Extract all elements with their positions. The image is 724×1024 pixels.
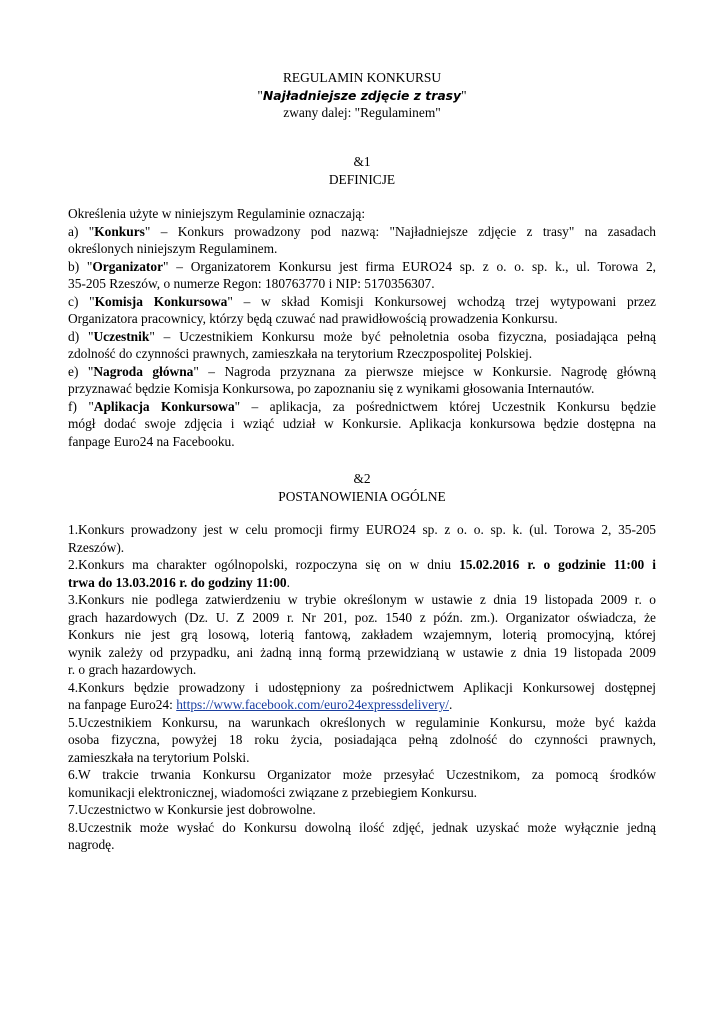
rule-3-line4: wynik zależy od przypadku, ani żadną inną formą przewidzianą w ustawie z dnia 19 listopada 2009 — [68, 644, 656, 660]
section1-header — [0, 153, 724, 188]
rule-5-line3: zamieszkała na terytorium Polski. — [68, 749, 250, 765]
rule-3-line2: grach hazardowych (Dz. U. Z 2009 r. Nr 201, poz. 1540 z późn. zm.). Organizator oświadcza, że — [68, 609, 656, 625]
document-alias: zwany dalej: "Regulaminem" — [283, 105, 441, 120]
rule-3-line3: Konkurs nie jest grą losową, loterią fantową, zakładem wzajemnym, loterią promocyjną, której — [68, 627, 656, 642]
section2-header — [0, 470, 724, 505]
definition-d-line1: d) "Uczestnik" – Uczestnikiem Konkursu może być pełnoletnia osoba fizyczna, posiadająca pełną — [68, 328, 656, 344]
definition-f-line2: mógł dodać swoje zdjęcia i wziąć udział w Konkursie. Aplikacja konkursowa będzie dostępna na — [68, 416, 656, 431]
rule-3-line1: 3.Konkurs nie podlega zatwierdzeniu w trybie określonym w ustawie z dnia 19 listopada 2009 r. o — [68, 592, 656, 607]
section2-body — [68, 521, 656, 854]
rule-5-line2: osoba fizyczna, powyżej 18 roku życia, posiadająca pełną zdolność do czynności prawnych, — [68, 732, 656, 747]
rule-1-line1: 1.Konkurs prowadzony jest w celu promocji firmy EURO24 sp. z o. o. sp. k. (ul. Torowa 2, 35-205 — [68, 522, 656, 537]
definition-a-term: Konkurs — [94, 223, 145, 239]
rule-4-line1: 4.Konkurs będzie prowadzony i udostępniony za pośrednictwem Aplikacji Konkursowej dostępnej — [68, 679, 656, 695]
contest-name-text: Najładniejsze zdjęcie z trasy — [262, 87, 462, 103]
rule-4-line2: na fanpage Euro24: https://www.facebook.com/euro24expressdelivery/. — [68, 697, 453, 712]
rule-6-line2: komunikacji elektronicznej, wiadomości związane z przebiegiem Konkursu. — [68, 784, 478, 800]
rule-6-line1: 6.W trakcie trwania Konkursu Organizator może przesyłać Uczestnikom, za pomocą środków — [68, 767, 656, 782]
definition-a-line2: określonych niniejszym Regulaminem. — [68, 241, 278, 256]
definition-e-term: Nagroda główna — [93, 363, 194, 379]
document-header — [0, 69, 724, 122]
rule-8-line2: nagrodę. — [68, 837, 115, 852]
contest-name — [0, 87, 724, 105]
quote-open: " — [257, 87, 263, 103]
section2-number: &2 — [353, 471, 371, 486]
rule-2-line1: 2.Konkurs ma charakter ogólnopolski, rozpoczyna się on w dniu 15.02.2016 r. o godzinie 11:00 i — [68, 557, 656, 572]
definition-d-line2: zdolność do czynności prawnych, zamieszkała na terytorium Rzeczpospolitej Polskiej. — [68, 346, 533, 361]
definition-e-line2: przyznawać będzie Komisja Konkursowa, po zapoznaniu się z wynikami głosowania Internautów. — [68, 381, 595, 396]
quote-close: " — [461, 87, 467, 103]
definition-f-line1: f) "Aplikacja Konkursowa" – aplikacja, za pośrednictwem której Uczestnik Konkursu będzie — [68, 398, 656, 414]
rule-2-end-date: trwa do 13.03.2016 r. do godziny 11:00 — [68, 574, 287, 590]
definition-f-line3: fanpage Euro24 na Facebooku. — [68, 433, 235, 449]
section1-body — [68, 205, 656, 450]
definition-b-line2: 35-205 Rzeszów, o numerze Regon: 180763770 i NIP: 5170356307. — [68, 276, 435, 291]
section1-heading: DEFINICJE — [328, 171, 396, 187]
rule-2-line2: trwa do 13.03.2016 r. do godziny 11:00. — [68, 574, 290, 590]
rule-7: 7.Uczestnictwo w Konkursie jest dobrowolne. — [68, 802, 316, 817]
definition-a-line1: a) "Konkurs" – Konkurs prowadzony pod nazwą: "Najładniejsze zdjęcie z trasy" na zasadach — [68, 223, 657, 239]
rule-5-line1: 5.Uczestnikiem Konkursu, na warunkach określonych w regulaminie Konkursu, może być każda — [68, 714, 656, 730]
definition-d-term: Uczestnik — [93, 328, 150, 344]
section2-heading: POSTANOWIENIA OGÓLNE — [278, 488, 446, 504]
definition-e-line1: e) "Nagroda główna" – Nagroda przyznana za pierwsze miejsce w Konkursie. Nagrodę główną — [68, 363, 657, 379]
document-title: REGULAMIN KONKURSU — [282, 70, 442, 85]
facebook-fanpage-link[interactable]: https://www.facebook.com/euro24expressdelivery/ — [176, 697, 450, 712]
definition-c-term: Komisja Konkursowa — [94, 293, 228, 309]
definition-c-line2: Organizatora pracownicy, którzy będą czuwać nad prawidłowością prowadzenia Konkursu. — [68, 311, 558, 326]
definition-c-line1: c) "Komisja Konkursowa" – w skład Komisji Konkursowej wchodzą trzej wytypowani przez — [68, 293, 656, 309]
definition-f-term: Aplikacja Konkursowa — [93, 398, 235, 414]
definitions-intro: Określenia użyte w niniejszym Regulaminie oznaczają: — [68, 206, 366, 221]
definition-b-line1: b) "Organizator" – Organizatorem Konkursu jest firma EURO24 sp. z o. o. sp. k., ul. Torowa 2, — [68, 258, 656, 274]
rule-1-line2: Rzeszów). — [68, 539, 125, 555]
definition-b-term: Organizator — [92, 258, 164, 274]
rule-8-line1: 8.Uczestnik może wysłać do Konkursu dowolną ilość zdjęć, jednak uzyskać może wyłącznie jedną — [68, 819, 656, 835]
rule-3-line5: r. o grach hazardowych. — [68, 662, 197, 677]
section1-number: &1 — [353, 154, 371, 169]
rule-2-start-date: 15.02.2016 r. o godzinie 11:00 i — [459, 557, 656, 572]
